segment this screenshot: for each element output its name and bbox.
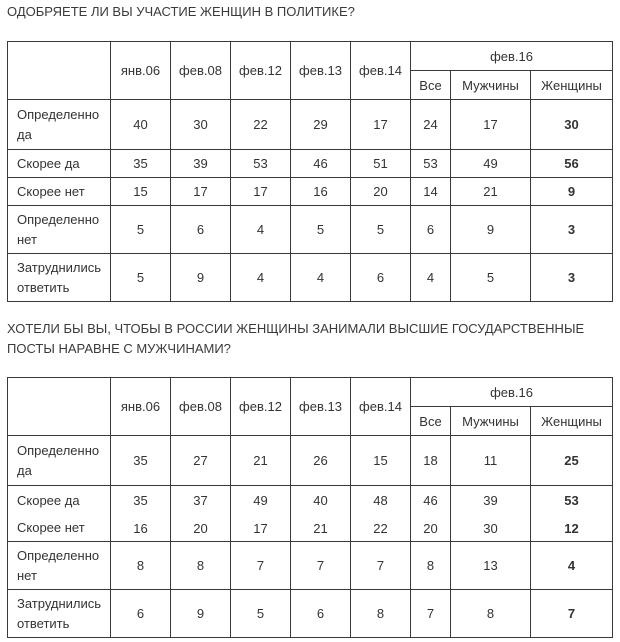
table-cell-women: 56 [531, 150, 613, 178]
table2-title: ХОТЕЛИ БЫ ВЫ, ЧТОБЫ В РОССИИ ЖЕНЩИНЫ ЗАНИМАЛИ ВЫСШИЕ ГОСУДАРСТВЕННЫЕ ПОСТЫ НАРАВНЕ С МУЖЧИНАМИ? [7, 321, 585, 356]
table-cell: 14 [411, 178, 451, 206]
subcolumn-header: Мужчины [451, 407, 531, 436]
table-cell: 13 [451, 542, 531, 590]
table-row [8, 254, 613, 302]
table-cell: 9 [451, 206, 531, 254]
table-cell: 46 [411, 486, 451, 516]
table-cell-women: 7 [531, 590, 613, 638]
table-cell: 8 [411, 542, 451, 590]
column-header: фев.14 [351, 42, 411, 100]
table-cell: 39 [171, 150, 231, 178]
table-cell-women: 30 [531, 100, 613, 150]
table-cell: 7 [411, 590, 451, 638]
column-header: фев.08 [171, 42, 231, 100]
table-cell: 5 [231, 590, 291, 638]
table-cell: 8 [111, 542, 171, 590]
table-cell: 5 [111, 206, 171, 254]
row-label: Скорее да [8, 150, 111, 178]
table-cell: 17 [231, 178, 291, 206]
table-cell: 49 [231, 486, 291, 516]
table-cell: 20 [351, 178, 411, 206]
table-cell: 20 [411, 516, 451, 542]
table-cell: 24 [411, 100, 451, 150]
table-cell: 11 [451, 436, 531, 486]
table-cell: 7 [351, 542, 411, 590]
row-label: Скорее нет [8, 178, 111, 206]
table-cell: 6 [111, 590, 171, 638]
table-cell: 22 [351, 516, 411, 542]
table-cell: 30 [451, 516, 531, 542]
header-corner [8, 378, 111, 436]
table-cell: 8 [351, 590, 411, 638]
column-header: фев.13 [291, 378, 351, 436]
table-row [8, 100, 613, 150]
group-header: фев.16 [411, 42, 613, 71]
table-row [8, 178, 613, 206]
subcolumn-header: Женщины [531, 71, 613, 100]
column-header: янв.06 [111, 378, 171, 436]
table-cell: 46 [291, 150, 351, 178]
table2 [7, 377, 613, 638]
table-cell: 6 [291, 590, 351, 638]
table-cell: 30 [171, 100, 231, 150]
row-label: Затруднились ответить [8, 254, 111, 302]
row-label: Определенно нет [8, 542, 111, 590]
table-cell: 5 [291, 206, 351, 254]
table-cell: 27 [171, 436, 231, 486]
row-label: Затруднились ответить [8, 590, 111, 638]
table-row [8, 590, 613, 638]
table-cell: 40 [291, 486, 351, 516]
table-cell-women: 25 [531, 436, 613, 486]
table-cell-women: 3 [531, 206, 613, 254]
table-cell: 5 [111, 254, 171, 302]
subcolumn-header: Все [411, 407, 451, 436]
table-cell: 4 [411, 254, 451, 302]
table-cell: 26 [291, 436, 351, 486]
subcolumn-header: Мужчины [451, 71, 531, 100]
table-cell: 35 [111, 486, 171, 516]
row-label: Определенно да [8, 436, 111, 486]
table-cell: 39 [451, 486, 531, 516]
table-cell: 18 [411, 436, 451, 486]
table-cell: 17 [451, 100, 531, 150]
table-cell-women: 4 [531, 542, 613, 590]
table-cell: 48 [351, 486, 411, 516]
table-cell: 9 [171, 590, 231, 638]
column-header: фев.12 [231, 378, 291, 436]
column-header: фев.12 [231, 42, 291, 100]
table-cell: 16 [111, 516, 171, 542]
subcolumn-header: Женщины [531, 407, 613, 436]
table-cell: 53 [231, 150, 291, 178]
table-cell: 8 [171, 542, 231, 590]
table-cell: 7 [291, 542, 351, 590]
table-cell: 4 [291, 254, 351, 302]
group-header: фев.16 [411, 378, 613, 407]
row-label: Скорее нет [8, 516, 111, 542]
table-cell: 22 [231, 100, 291, 150]
table-cell: 21 [291, 516, 351, 542]
column-header: фев.14 [351, 378, 411, 436]
table-row [8, 436, 613, 486]
table-cell: 16 [291, 178, 351, 206]
table-cell-women: 3 [531, 254, 613, 302]
table-row [8, 206, 613, 254]
header-row [8, 42, 613, 71]
table-cell: 17 [171, 178, 231, 206]
header-row [8, 378, 613, 407]
table-row [8, 516, 613, 542]
table-cell: 15 [111, 178, 171, 206]
table-cell: 21 [451, 178, 531, 206]
row-label: Определенно да [8, 100, 111, 150]
table-cell-women: 53 [531, 486, 613, 516]
table-cell: 17 [351, 100, 411, 150]
table-cell: 5 [351, 206, 411, 254]
table-cell: 35 [111, 436, 171, 486]
table-row [8, 542, 613, 590]
table-cell: 21 [231, 436, 291, 486]
row-label: Определенно нет [8, 206, 111, 254]
table1-title: ОДОБРЯЕТЕ ЛИ ВЫ УЧАСТИЕ ЖЕНЩИН В ПОЛИТИКЕ? [7, 4, 355, 19]
table-cell-women: 12 [531, 516, 613, 542]
table-cell: 51 [351, 150, 411, 178]
table-cell: 4 [231, 206, 291, 254]
table-cell-women: 9 [531, 178, 613, 206]
table-cell: 4 [231, 254, 291, 302]
subcolumn-header: Все [411, 71, 451, 100]
table-cell: 35 [111, 150, 171, 178]
table-cell: 6 [411, 206, 451, 254]
table-cell: 6 [171, 206, 231, 254]
column-header: янв.06 [111, 42, 171, 100]
table-row [8, 486, 613, 516]
table-cell: 5 [451, 254, 531, 302]
column-header: фев.13 [291, 42, 351, 100]
header-corner [8, 42, 111, 100]
table-cell: 9 [171, 254, 231, 302]
table-cell: 17 [231, 516, 291, 542]
table-row [8, 150, 613, 178]
table-cell: 6 [351, 254, 411, 302]
table-cell: 20 [171, 516, 231, 542]
table-cell: 53 [411, 150, 451, 178]
table-cell: 8 [451, 590, 531, 638]
table1 [7, 41, 613, 302]
table-cell: 29 [291, 100, 351, 150]
table-cell: 37 [171, 486, 231, 516]
table-cell: 40 [111, 100, 171, 150]
column-header: фев.08 [171, 378, 231, 436]
row-label: Скорее да [8, 486, 111, 516]
table-cell: 49 [451, 150, 531, 178]
table-cell: 7 [231, 542, 291, 590]
table-cell: 15 [351, 436, 411, 486]
